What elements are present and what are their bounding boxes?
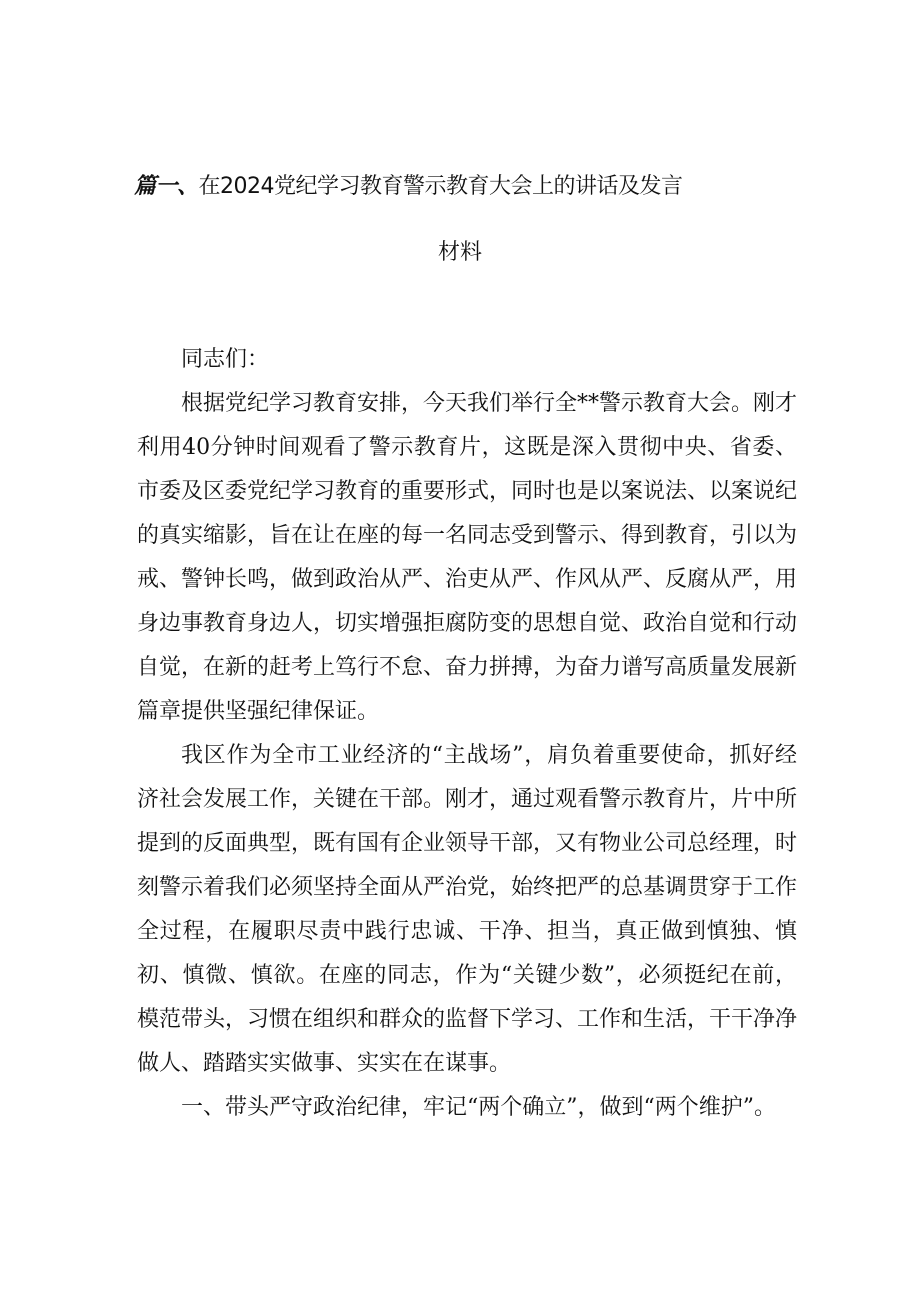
title-prefix: 篇一、 [134,174,199,199]
salutation: 同志们： [181,347,270,372]
document-body [137,338,797,1130]
paragraph: 根据党纪学习教育安排，今天我们举行全**警示教育大会。刚才利用40分钟时间观看了警示教育片，这既是深入贯彻中央、省委、市委及区委党纪学习教育的重要形式，同时也是以案说法、以案说纪的真实缩影，旨在让在座的每一名同志受到警示、得到教育，引以为戒、警钟长鸣，做到政治从严、治吏从严、作风从严、反腐从严，用身边事教育身边人，切实增强拒腐防变的思想自觉、政治自觉和行动自觉，在新的赶考上笃行不怠、奋力拼搏，为奋力谱写高质量发展新篇章提供坚强纪律保证。 [137,391,798,724]
document-title-continued: 材料 [437,240,482,265]
document-title [134,170,794,204]
title-main: 在2024党纪学习教育警示教育大会上的讲话及发言 [198,174,683,199]
paragraph: 我区作为全市工业经济的“主战场”，肩负着重要使命，抓好经济社会发展工作，关键在干部。刚才，通过观看警示教育片，片中所提到的反面典型，既有国有企业领导干部，又有物业公司总经理，时刻警示着我们必须坚持全面从严治党，始终把严的总基调贯穿于工作全过程，在履职尽责中践行忠诚、干净、担当，真正做到慎独、慎初、慎微、慎欲。在座的同志，作为“关键少数”，必须挺纪在前，模范带头，习惯在组织和群众的监督下学习、工作和生活，干干净净做人、踏踏实实做事、实实在在谋事。 [137,743,798,1076]
section-heading: 一、带头严守政治纪律，牢记“两个确立”，做到“两个维护”。 [181,1095,776,1120]
